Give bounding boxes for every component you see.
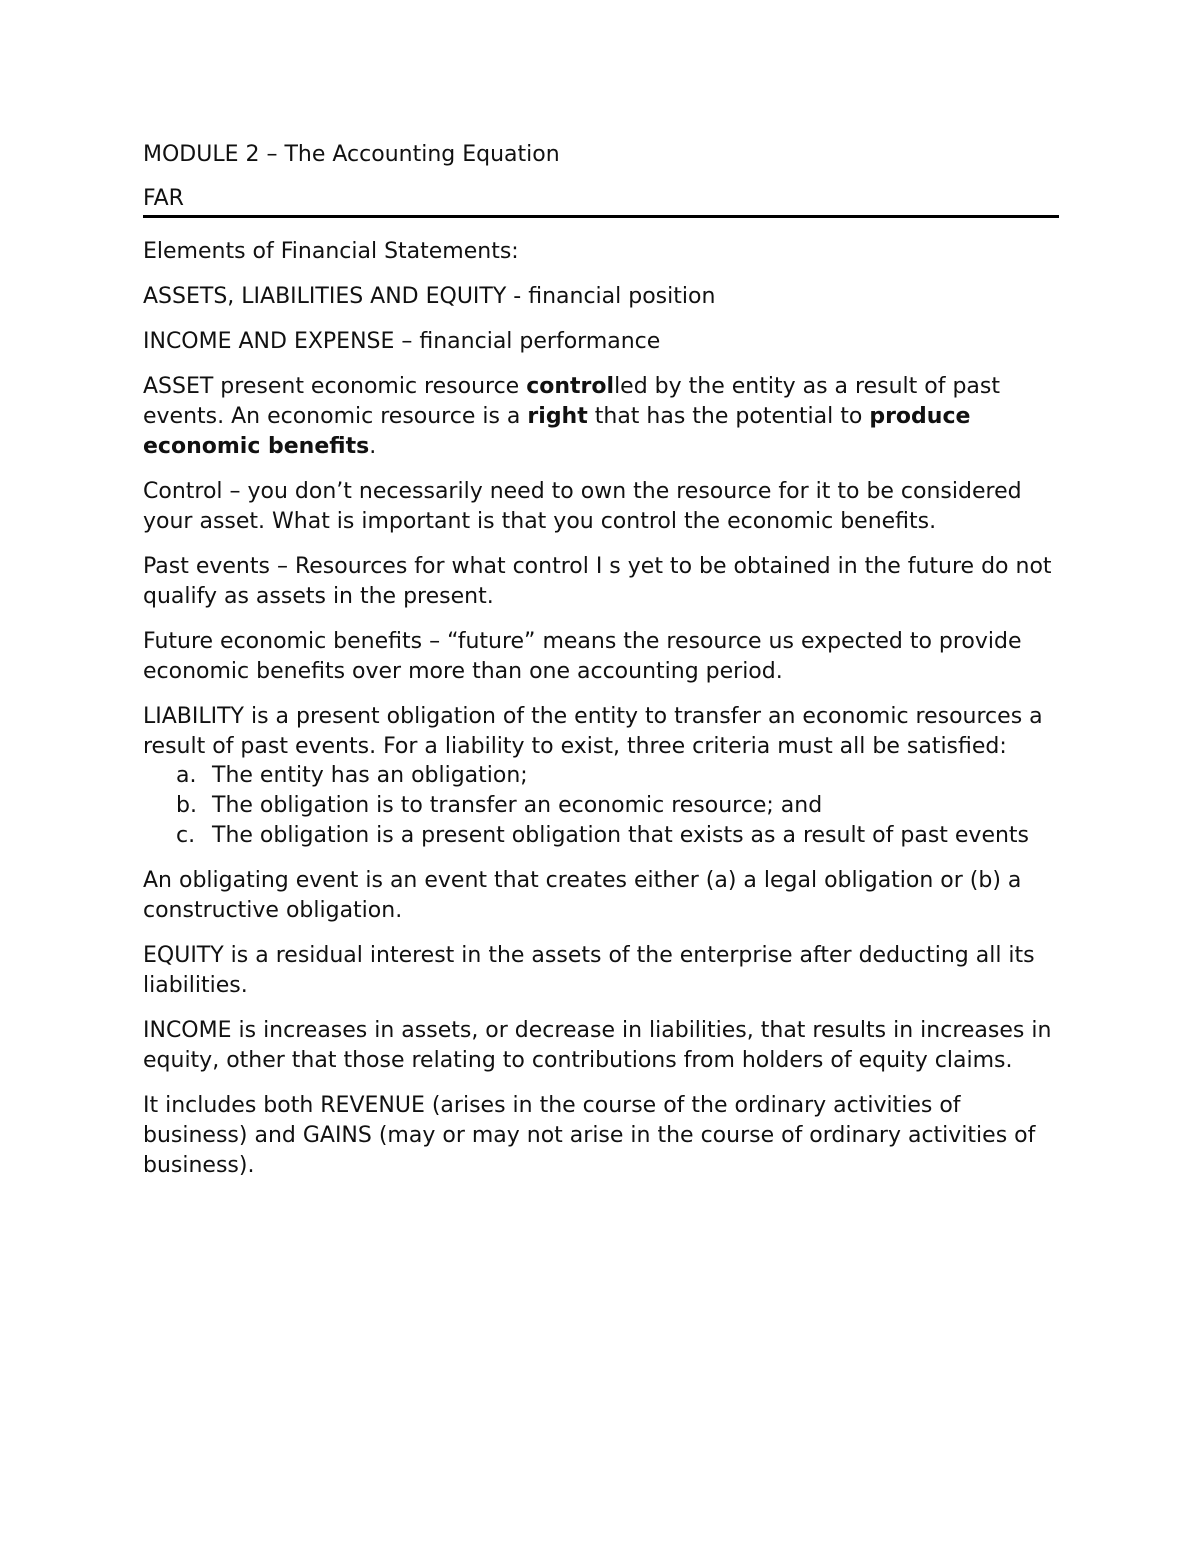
list-item-text: The entity has an obligation; (212, 763, 528, 789)
subject-label: FAR (143, 186, 184, 212)
asset-bold-produce: produce economic benefits (143, 403, 971, 459)
past-events-paragraph: Past events – Resources for what control I s yet to be obtained in the future do not qualify as assets in the present. (143, 553, 1052, 609)
list-item-text: The obligation is a present obligation that exists as a result of past events (212, 823, 1030, 849)
asset-definition (143, 372, 1059, 461)
liability-criteria-list (143, 761, 1059, 850)
list-item-text: The obligation is to transfer an economic resource; and (212, 793, 823, 819)
list-item (143, 821, 1059, 851)
heading-divider (143, 215, 1059, 218)
liability-paragraph: LIABILITY is a present obligation of the entity to transfer an economic resources a result of past events. For a liability to exist, three criteria must all be satisfied: (143, 703, 1043, 759)
financial-position-line: ASSETS, LIABILITIES AND EQUITY - financial position (143, 283, 716, 309)
asset-text-2: led by the entity as a result of past events. An economic resource is a (143, 374, 1000, 429)
list-item (143, 761, 1059, 791)
asset-bold-control: control (526, 374, 615, 400)
equity-paragraph: EQUITY is a residual interest in the assets of the enterprise after deducting all its liabilities. (143, 943, 1035, 999)
asset-text-4: . (369, 433, 377, 459)
asset-text-1: ASSET present economic resource (143, 374, 527, 400)
list-item (143, 791, 1059, 821)
module-title: MODULE 2 – The Accounting Equation (143, 142, 560, 167)
financial-performance-line: INCOME AND EXPENSE – financial performance (143, 328, 661, 354)
revenue-gains-paragraph: It includes both REVENUE (arises in the course of the ordinary activities of business) and GAINS (may or may not arise in the course of ordinary activities of business). (143, 1093, 1036, 1178)
control-paragraph: Control – you don’t necessarily need to own the resource for it to be considered your asset. What is important is that you control the economic benefits. (143, 478, 1022, 534)
asset-text-3: that has the potential to (587, 403, 870, 429)
asset-bold-right: right (527, 403, 588, 429)
list-marker: b. (176, 793, 197, 819)
income-paragraph: INCOME is increases in assets, or decrease in liabilities, that results in increases in equity, other that those relating to contributions from holders of equity claims. (143, 1018, 1052, 1074)
document-page (143, 140, 1059, 1196)
list-marker: a. (176, 763, 197, 789)
obligating-event-paragraph: An obligating event is an event that creates either (a) a legal obligation or (b) a constructive obligation. (143, 868, 1022, 924)
future-benefits-paragraph: Future economic benefits – “future” means the resource us expected to provide economic benefits over more than one accounting period. (143, 628, 1022, 684)
elements-heading: Elements of Financial Statements: (143, 238, 519, 264)
list-marker: c. (176, 823, 196, 849)
